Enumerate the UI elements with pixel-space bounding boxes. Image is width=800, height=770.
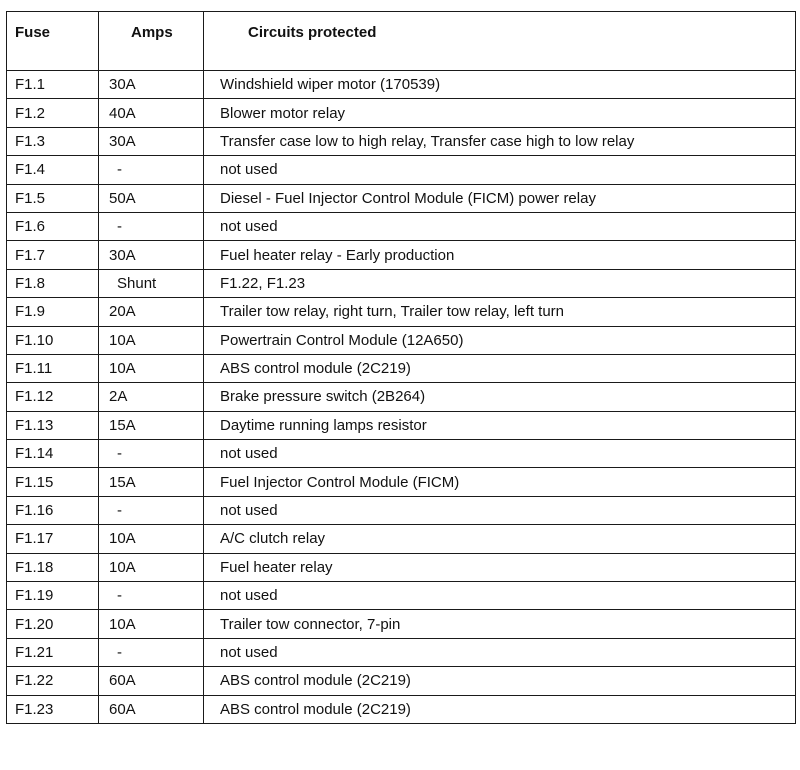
amps-cell: 60A xyxy=(99,667,204,695)
fuse-id-cell: F1.12 xyxy=(7,383,99,411)
table-row xyxy=(7,667,796,695)
header-circuits: Circuits protected xyxy=(204,12,796,71)
table-row xyxy=(7,156,796,184)
table-row xyxy=(7,212,796,240)
circuit-cell: not used xyxy=(204,582,796,610)
amps-cell: 2A xyxy=(99,383,204,411)
table-row xyxy=(7,269,796,297)
table-row xyxy=(7,525,796,553)
table-row xyxy=(7,127,796,155)
table-row xyxy=(7,99,796,127)
amps-cell: 15A xyxy=(99,468,204,496)
circuit-cell: F1.22, F1.23 xyxy=(204,269,796,297)
table-row xyxy=(7,383,796,411)
amps-cell: 10A xyxy=(99,525,204,553)
fuse-id-cell: F1.2 xyxy=(7,99,99,127)
amps-cell: - xyxy=(99,496,204,524)
fuse-table xyxy=(6,11,796,724)
table-row xyxy=(7,184,796,212)
header-row xyxy=(7,12,796,71)
table-header xyxy=(7,12,796,71)
circuit-cell: Windshield wiper motor (170539) xyxy=(204,71,796,99)
table-row xyxy=(7,298,796,326)
header-fuse: Fuse xyxy=(7,12,99,71)
table-row xyxy=(7,71,796,99)
fuse-id-cell: F1.18 xyxy=(7,553,99,581)
table-row xyxy=(7,354,796,382)
table-body xyxy=(7,71,796,724)
amps-cell: 30A xyxy=(99,127,204,155)
amps-cell: 30A xyxy=(99,71,204,99)
circuit-cell: ABS control module (2C219) xyxy=(204,354,796,382)
fuse-id-cell: F1.15 xyxy=(7,468,99,496)
circuit-cell: Brake pressure switch (2B264) xyxy=(204,383,796,411)
amps-cell: 15A xyxy=(99,411,204,439)
fuse-id-cell: F1.3 xyxy=(7,127,99,155)
table-row xyxy=(7,326,796,354)
fuse-id-cell: F1.4 xyxy=(7,156,99,184)
circuit-cell: not used xyxy=(204,156,796,184)
circuit-cell: Fuel Injector Control Module (FICM) xyxy=(204,468,796,496)
circuit-cell: ABS control module (2C219) xyxy=(204,667,796,695)
circuit-cell: Transfer case low to high relay, Transfer case high to low relay xyxy=(204,127,796,155)
header-amps: Amps xyxy=(99,12,204,71)
amps-cell: - xyxy=(99,440,204,468)
fuse-id-cell: F1.14 xyxy=(7,440,99,468)
table-row xyxy=(7,553,796,581)
amps-cell: 30A xyxy=(99,241,204,269)
circuit-cell: Daytime running lamps resistor xyxy=(204,411,796,439)
circuit-cell: not used xyxy=(204,440,796,468)
circuit-cell: A/C clutch relay xyxy=(204,525,796,553)
table-row xyxy=(7,440,796,468)
circuit-cell: not used xyxy=(204,496,796,524)
circuit-cell: ABS control module (2C219) xyxy=(204,695,796,723)
circuit-cell: Blower motor relay xyxy=(204,99,796,127)
fuse-id-cell: F1.19 xyxy=(7,582,99,610)
table-row xyxy=(7,468,796,496)
amps-cell: - xyxy=(99,156,204,184)
fuse-id-cell: F1.1 xyxy=(7,71,99,99)
amps-cell: 40A xyxy=(99,99,204,127)
amps-cell: 10A xyxy=(99,354,204,382)
table-row xyxy=(7,610,796,638)
circuit-cell: Trailer tow relay, right turn, Trailer tow relay, left turn xyxy=(204,298,796,326)
fuse-id-cell: F1.6 xyxy=(7,212,99,240)
table-row xyxy=(7,638,796,666)
fuse-id-cell: F1.7 xyxy=(7,241,99,269)
fuse-id-cell: F1.10 xyxy=(7,326,99,354)
amps-cell: 10A xyxy=(99,326,204,354)
table-row xyxy=(7,411,796,439)
circuit-cell: Diesel - Fuel Injector Control Module (FICM) power relay xyxy=(204,184,796,212)
circuit-cell: Powertrain Control Module (12A650) xyxy=(204,326,796,354)
amps-cell: 10A xyxy=(99,610,204,638)
amps-cell: - xyxy=(99,212,204,240)
table-row xyxy=(7,496,796,524)
circuit-cell: Fuel heater relay - Early production xyxy=(204,241,796,269)
fuse-id-cell: F1.20 xyxy=(7,610,99,638)
amps-cell: 50A xyxy=(99,184,204,212)
amps-cell: - xyxy=(99,638,204,666)
fuse-id-cell: F1.9 xyxy=(7,298,99,326)
fuse-id-cell: F1.23 xyxy=(7,695,99,723)
amps-cell: 10A xyxy=(99,553,204,581)
table-row xyxy=(7,695,796,723)
circuit-cell: Trailer tow connector, 7-pin xyxy=(204,610,796,638)
amps-cell: 60A xyxy=(99,695,204,723)
fuse-id-cell: F1.8 xyxy=(7,269,99,297)
amps-cell: 20A xyxy=(99,298,204,326)
circuit-cell: not used xyxy=(204,212,796,240)
circuit-cell: Fuel heater relay xyxy=(204,553,796,581)
fuse-id-cell: F1.21 xyxy=(7,638,99,666)
fuse-id-cell: F1.22 xyxy=(7,667,99,695)
fuse-id-cell: F1.11 xyxy=(7,354,99,382)
amps-cell: - xyxy=(99,582,204,610)
table-row xyxy=(7,241,796,269)
table-row xyxy=(7,582,796,610)
circuit-cell: not used xyxy=(204,638,796,666)
fuse-id-cell: F1.13 xyxy=(7,411,99,439)
fuse-id-cell: F1.17 xyxy=(7,525,99,553)
amps-cell: Shunt xyxy=(99,269,204,297)
fuse-id-cell: F1.5 xyxy=(7,184,99,212)
fuse-id-cell: F1.16 xyxy=(7,496,99,524)
